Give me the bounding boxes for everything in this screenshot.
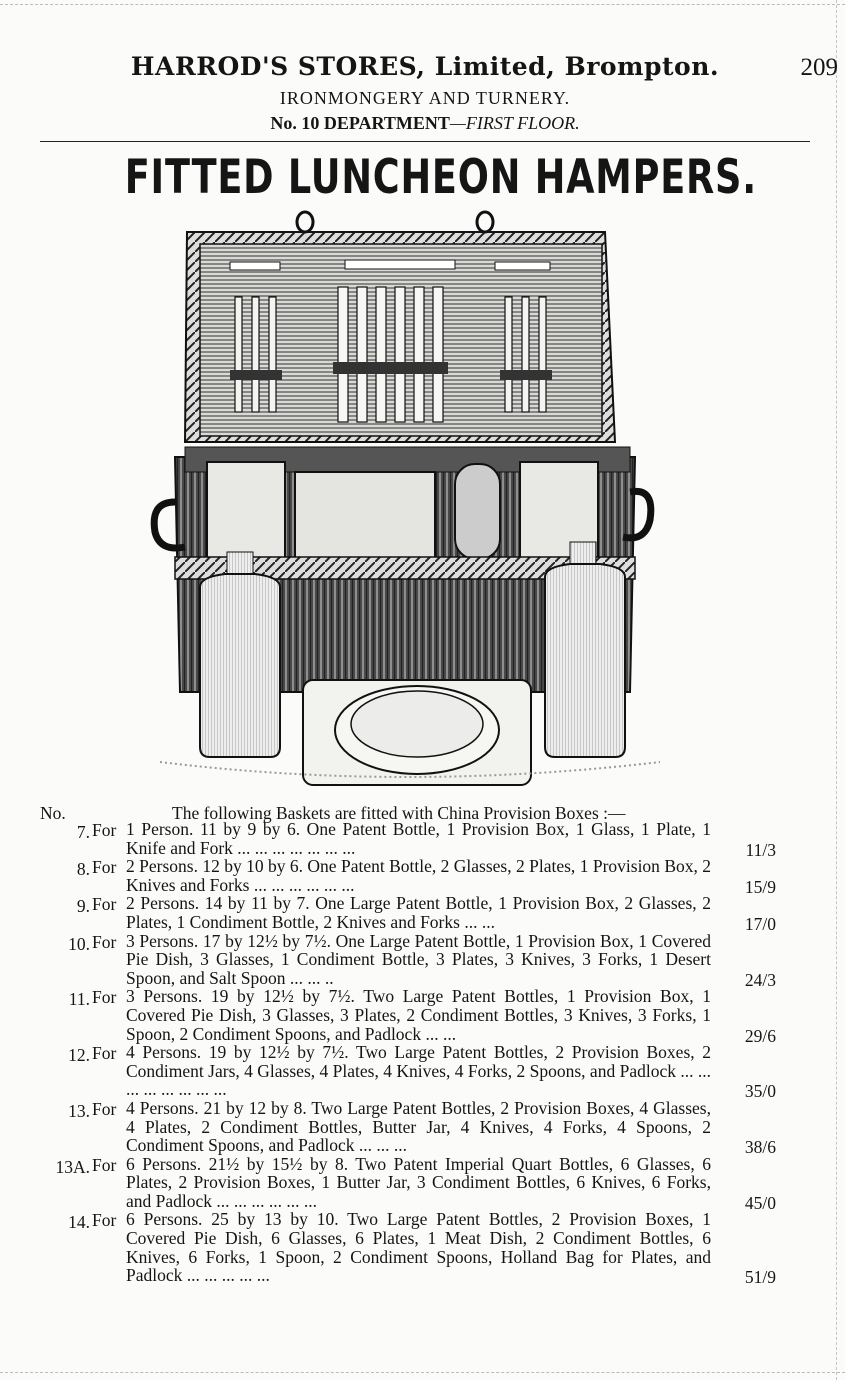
list-item bbox=[40, 1209, 780, 1288]
item-number: 9. bbox=[76, 896, 90, 917]
item-description: 4 Persons. 19 by 12½ by 7½. Two Large Patent Bottles, 2 Provision Boxes, 2 Condiment Jars, 4 Glasses, 4 Plates, 4 Knives, 4 Forks, 2 Spoons, and Padlock ... ... ... ... ... ... ... ... bbox=[126, 1042, 711, 1100]
page-edge-right bbox=[836, 0, 839, 1380]
list-header bbox=[40, 800, 780, 823]
item-price: 29/6 bbox=[744, 1025, 776, 1046]
list-item bbox=[40, 986, 780, 1046]
for-label: For bbox=[92, 931, 117, 952]
list-item bbox=[40, 932, 780, 988]
list-item bbox=[40, 819, 780, 860]
for-label: For bbox=[92, 1154, 117, 1175]
item-number: 13. bbox=[68, 1100, 90, 1121]
for-label: For bbox=[92, 820, 117, 840]
item-price: 15/9 bbox=[744, 876, 776, 897]
floor-label: —FIRST FLOOR. bbox=[449, 113, 580, 133]
page-number: 209 bbox=[800, 54, 838, 81]
item-description: 6 Persons. 21½ by 15½ by 8. Two Patent Imperial Quart Bottles, 6 Glasses, 6 Plates, 2 Provision Boxes, 1 Butter Jar, 3 Condiment Bottles, 6 Knives, 6 Forks, and Padlock ... ... ... ... ... ... bbox=[126, 1153, 711, 1211]
page-title: FITTED LUNCHEON HAMPERS. bbox=[124, 150, 757, 205]
for-label: For bbox=[92, 1098, 117, 1119]
list-item bbox=[40, 856, 780, 897]
header-rule bbox=[40, 141, 810, 142]
department-subtitle: IRONMONGERY AND TURNERY. bbox=[279, 88, 571, 108]
for-label: For bbox=[92, 894, 117, 915]
item-price: 24/3 bbox=[744, 969, 776, 990]
store-line bbox=[40, 52, 838, 86]
item-description: 3 Persons. 17 by 12½ by 7½. One Large Patent Bottle, 1 Provision Box, 1 Covered Pie Dish, 3 Glasses, 1 Condiment Bottle, 3 Plates, 3 Knives, 3 Forks, 1 Desert Spoon, and Salt Spoon ... ... .. bbox=[126, 930, 711, 988]
entries bbox=[40, 819, 780, 1288]
item-number: 10. bbox=[68, 933, 90, 954]
list-intro: The following Baskets are fitted with China Provision Boxes :— bbox=[172, 803, 626, 823]
department-number: No. 10 DEPARTMENT bbox=[270, 113, 450, 133]
item-number: 12. bbox=[68, 1045, 90, 1066]
page-edge-bottom bbox=[0, 1372, 845, 1375]
list-item bbox=[40, 893, 780, 934]
item-description: 2 Persons. 14 by 11 by 7. One Large Patent Bottle, 1 Provision Box, 2 Glasses, 2 Plates, 1 Condiment Bottle, 2 Knives and Forks ... ... bbox=[126, 893, 711, 932]
item-number: 13A. bbox=[55, 1156, 90, 1177]
page-edge-top bbox=[0, 4, 845, 7]
item-price: 11/3 bbox=[745, 839, 776, 860]
item-price: 45/0 bbox=[744, 1192, 776, 1213]
item-number: 11. bbox=[68, 989, 90, 1010]
department-line bbox=[40, 113, 810, 134]
item-number: 14. bbox=[68, 1212, 90, 1233]
number-column-label: No. bbox=[40, 803, 66, 823]
item-price: 38/6 bbox=[744, 1137, 776, 1158]
for-label: For bbox=[92, 987, 117, 1008]
list-item bbox=[40, 1097, 780, 1158]
for-label: For bbox=[92, 1043, 117, 1064]
for-label: For bbox=[92, 1210, 117, 1231]
item-description: 1 Person. 11 by 9 by 6. One Patent Bottle, 1 Provision Box, 1 Glass, 1 Plate, 1 Knife and Fork ... ... ... ... ... ... ... bbox=[126, 819, 711, 858]
item-price: 51/9 bbox=[744, 1267, 776, 1288]
item-number: 8. bbox=[76, 859, 90, 880]
item-price: 35/0 bbox=[744, 1081, 776, 1102]
item-description: 2 Persons. 12 by 10 by 6. One Patent Bottle, 2 Glasses, 2 Plates, 1 Provision Box, 2 Knives and Forks ... ... ... ... ... ... bbox=[126, 856, 711, 895]
item-number: 7. bbox=[76, 822, 90, 842]
item-description: 6 Persons. 25 by 13 by 10. Two Large Patent Bottles, 2 Provision Boxes, 1 Covered Pie Dish, 6 Glasses, 6 Plates, 1 Meat Dish, 2 Condiment Bottles, 6 Knives, 6 Forks, 1 Spoon, 2 Condiment Spoons, Holland Bag for Plates, and Padlock ... ... ... ... ... bbox=[126, 1209, 711, 1286]
page-header bbox=[40, 52, 838, 134]
for-label: For bbox=[92, 857, 117, 878]
hamper-illustration bbox=[145, 202, 675, 802]
list-item bbox=[40, 1042, 780, 1102]
item-price: 17/0 bbox=[744, 913, 776, 934]
store-name: HARROD'S STORES, Limited, Brompton. bbox=[130, 52, 720, 81]
list-item bbox=[40, 1155, 780, 1211]
item-description: 4 Persons. 21 by 12 by 8. Two Large Patent Bottles, 2 Provision Boxes, 4 Glasses, 4 Plates, 2 Condiment Bottles, Butter Jar, 4 Knives, 4 Forks, 4 Spoons, 2 Condiment Spoons, and Padlock ... ... ... bbox=[126, 1097, 711, 1156]
hamper-price-list bbox=[40, 800, 780, 1288]
item-description: 3 Persons. 19 by 12½ by 7½. Two Large Patent Bottles, 1 Provision Box, 1 Covered Pie Dish, 3 Glasses, 3 Plates, 2 Condiment Bottles, 3 Knives, 3 Forks, 1 Spoon, 2 Condiment Spoons, and Padlock ... ... bbox=[126, 986, 711, 1044]
